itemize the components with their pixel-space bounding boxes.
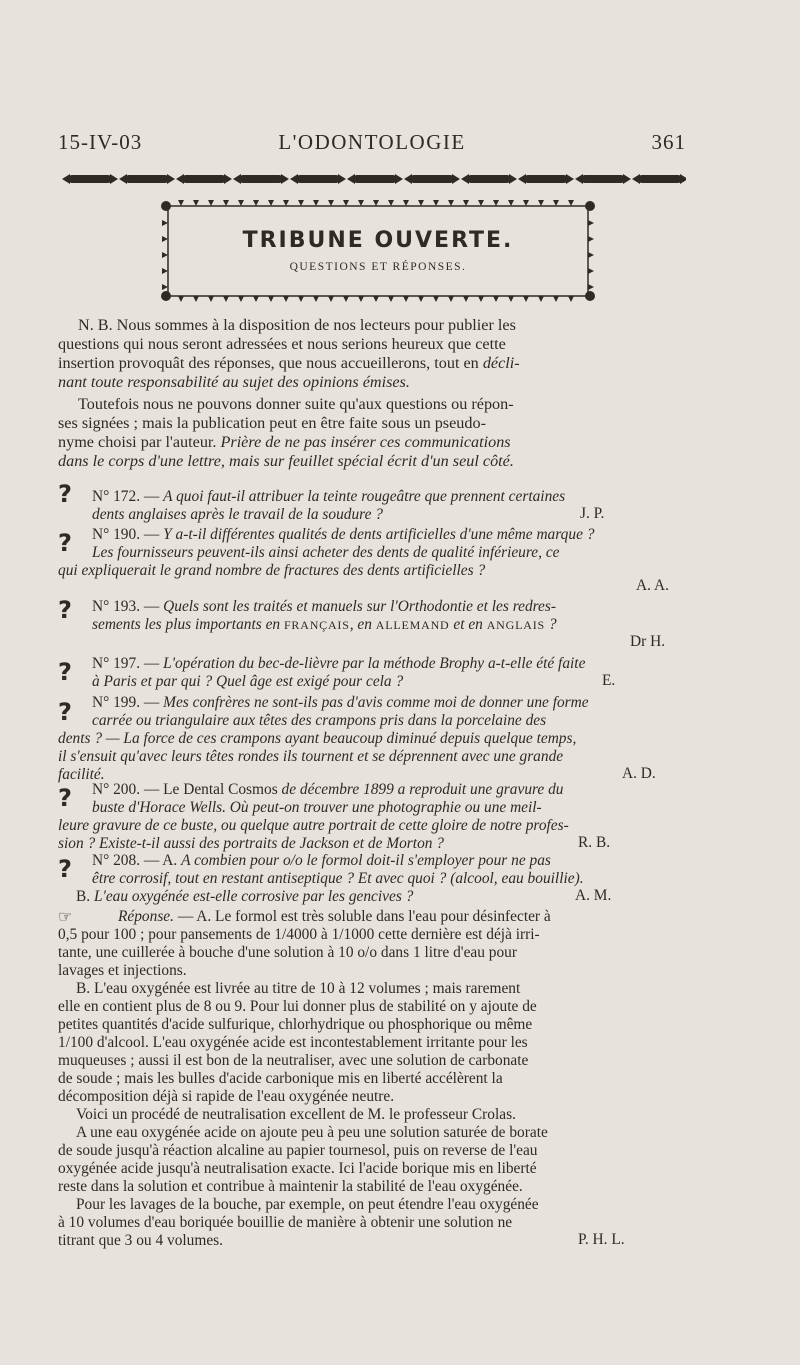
- question-text: à Paris et par qui ? Quel âge est exigé pour cela ?: [92, 673, 404, 690]
- nb-italic: décli-: [482, 354, 520, 372]
- frame-tooth: [523, 296, 529, 302]
- question-number: N° 193. —: [92, 598, 164, 615]
- question-193: [92, 597, 686, 616]
- frame-tooth: [588, 284, 594, 290]
- frame-tooth: [328, 200, 334, 206]
- question-number: N° 200. —: [92, 781, 164, 798]
- ornament-unit: [347, 174, 403, 184]
- frame-tooth: [298, 200, 304, 206]
- ornament-unit: [233, 174, 289, 184]
- frame-tooth: [448, 296, 454, 302]
- ornament-unit: [632, 174, 686, 184]
- answer-line: A une eau oxygénée acide on ajoute peu à peu une solution saturée de borate: [76, 1124, 548, 1141]
- ornament-unit: [518, 174, 574, 184]
- frame-tooth: [283, 296, 289, 302]
- ornament-unit: [176, 174, 232, 184]
- nb-line: dans le corps d'une lettre, mais sur feuillet spécial écrit d'un seul côté.: [58, 452, 514, 470]
- question-mark-icon: ?: [58, 596, 72, 624]
- frame-tooth: [343, 200, 349, 206]
- frame-tooth: [313, 200, 319, 206]
- frame-tooth: [523, 200, 529, 206]
- ornament-unit: [461, 174, 517, 184]
- section-title: TRIBUNE OUVERTE.: [242, 228, 514, 253]
- question-199: [92, 693, 686, 712]
- question-text: [92, 615, 686, 635]
- answer-line: Voici un procédé de neutralisation excellent de M. le professeur Crolas.: [76, 1106, 516, 1123]
- nb-line: Toutefois nous ne pouvons donner suite qu'aux questions ou répon-: [78, 395, 514, 413]
- question-signature: A. M.: [575, 887, 612, 904]
- question-signature: Dr H.: [630, 633, 666, 650]
- issue-date: 15-IV-03: [58, 130, 143, 154]
- frame-tooth: [298, 296, 304, 302]
- frame-tooth: [388, 200, 394, 206]
- journal-title: L'ODONTOLOGIE: [278, 130, 466, 154]
- nb-line: ses signées ; mais la publication peut en être faite sous un pseudo-: [58, 414, 486, 432]
- frame-tooth: [568, 200, 574, 206]
- frame-tooth: [403, 296, 409, 302]
- question-text: il s'ensuit qu'avec leurs têtes rondes ils tournent et se déprennent avec une grande: [58, 748, 564, 765]
- question-text: Y a-t-il différentes qualités de dents artificielles d'une même marque ?: [163, 526, 595, 543]
- answer-line: tante, une cuillerée à bouche d'une solution à 10 o/o dans 1 litre d'eau pour: [58, 944, 517, 961]
- question-number: N° 199. —: [92, 694, 164, 711]
- frame-tooth: [538, 296, 544, 302]
- frame-tooth: [358, 200, 364, 206]
- question-signature: J. P.: [580, 505, 605, 522]
- frame-tooth: [193, 296, 199, 302]
- q-part: L'eau oxygénée est-elle corrosive par les gencives ?: [93, 888, 414, 905]
- answer-line: 0,5 pour 100 ; pour pansements de 1/4000 à 1/1000 cette dernière est déjà irri-: [58, 926, 540, 943]
- answer-line: titrant que 3 ou 4 volumes.: [58, 1232, 223, 1249]
- question-mark-icon: ?: [58, 784, 72, 812]
- running-header: [58, 130, 686, 160]
- answer-text: — A. Le formol est très soluble dans l'eau pour désinfecter à: [174, 908, 551, 925]
- q-smallcaps: ALLEMAND: [375, 618, 450, 632]
- frame-tooth: [418, 296, 424, 302]
- frame-tooth: [283, 200, 289, 206]
- question-197: [92, 654, 686, 673]
- question-190: [92, 525, 686, 544]
- frame-tooth: [223, 296, 229, 302]
- frame-tooth: [162, 220, 168, 226]
- ornament-unit: [119, 174, 175, 184]
- frame-tooth: [343, 296, 349, 302]
- frame-tooth: [313, 296, 319, 302]
- question-text: facilité.: [58, 766, 105, 783]
- ornament-unit: [290, 174, 346, 184]
- section-subtitle: QUESTIONS ET RÉPONSES.: [289, 261, 467, 273]
- question-signature: E.: [602, 672, 616, 689]
- question-signature: A. D.: [622, 765, 656, 782]
- question-172: [92, 487, 686, 506]
- question-text: Le Dental Cosmos: [163, 781, 278, 798]
- question-text: carrée ou triangulaire aux têtes des crampons pris dans la porcelaine des: [92, 712, 547, 729]
- answer-line: de soude jusqu'à réaction alcaline au papier tournesol, puis on reverse de l'eau: [58, 1142, 538, 1159]
- question-text: qui expliquerait le grand nombre de fractures des dents artificielles ?: [58, 562, 486, 579]
- q-part: B.: [76, 888, 94, 905]
- question-number: N° 190. —: [92, 526, 164, 543]
- answer-signature: P. H. L.: [578, 1231, 625, 1248]
- answer-line: B. L'eau oxygénée est livrée au titre de 10 à 12 volumes ; mais rarement: [76, 980, 521, 997]
- question-signature: R. B.: [578, 834, 611, 851]
- frame-tooth: [433, 296, 439, 302]
- pointing-hand-icon: ☞: [58, 909, 73, 926]
- question-text: buste d'Horace Wells. Où peut-on trouver une photographie ou une meil-: [92, 799, 542, 816]
- answer-line: lavages et injections.: [58, 962, 187, 979]
- frame-tooth: [268, 296, 274, 302]
- question-number: N° 172. —: [92, 488, 164, 505]
- ornament-unit: [62, 174, 118, 184]
- answer-line: muqueuses ; aussi il est bon de la neutraliser, avec une solution de carbonate: [58, 1052, 529, 1069]
- frame-tooth: [193, 200, 199, 206]
- frame-tooth: [568, 296, 574, 302]
- question-number: N° 208. —: [92, 852, 163, 869]
- frame-tooth: [508, 296, 514, 302]
- frame-tooth: [178, 200, 184, 206]
- frame-tooth: [373, 296, 379, 302]
- question-text: Mes confrères ne sont-ils pas d'avis comme moi de donner une forme: [163, 694, 589, 711]
- frame-tooth: [208, 296, 214, 302]
- answer-line: décomposition déjà si rapide de l'eau oxygénée neutre.: [58, 1088, 395, 1105]
- question-text: être corrosif, tout en restant antiseptique ? Et avec quoi ? (alcool, eau bouillie).: [92, 870, 584, 887]
- frame-tooth: [373, 200, 379, 206]
- question-text: dents ? — La force de ces crampons ayant beaucoup diminué depuis quelque temps,: [58, 730, 577, 747]
- frame-tooth: [403, 200, 409, 206]
- question-200: [92, 780, 686, 799]
- nb-italic: Prière de ne pas insérer ces communications: [220, 433, 511, 451]
- question-text: Les fournisseurs peuvent-ils ainsi acheter des dents de qualité inférieure, ce: [92, 544, 560, 561]
- q-part: sements les plus importants en: [92, 616, 284, 633]
- question-text: dents anglaises après le travail de la soudure ?: [92, 506, 383, 523]
- answer-label: Réponse.: [118, 908, 174, 925]
- nb-text: nyme choisi par l'auteur.: [58, 433, 221, 451]
- frame-tooth: [493, 296, 499, 302]
- nb-line: N. B. Nous sommes à la disposition de nos lecteurs pour publier les: [78, 316, 516, 334]
- nb-line: [58, 354, 686, 373]
- question-mark-icon: ?: [58, 658, 72, 686]
- frame-tooth: [538, 200, 544, 206]
- frame-tooth: [493, 200, 499, 206]
- ornamental-rule: [58, 170, 686, 188]
- question-text: sion ? Existe-t-il aussi des portraits de Jackson et de Morton ?: [58, 835, 444, 852]
- q-smallcaps: FRANÇAIS: [283, 618, 350, 632]
- q-part: , en: [349, 616, 376, 633]
- question-text: A combien pour o/o le formol doit-il s'employer pour ne pas: [181, 852, 551, 869]
- question-text: leure gravure de ce buste, ou quelque autre portrait de cette gloire de notre profes-: [58, 817, 569, 834]
- question-text: A quoi faut-il attribuer la teinte rougeâtre que prennent certaines: [163, 488, 566, 505]
- frame-tooth: [358, 296, 364, 302]
- frame-tooth: [223, 200, 229, 206]
- nb-line: nant toute responsabilité au sujet des opinions émises.: [58, 373, 410, 391]
- frame-tooth: [463, 200, 469, 206]
- q-part: ?: [544, 616, 557, 633]
- frame-tooth: [418, 200, 424, 206]
- answer-line: petites quantités d'acide sulfurique, chlorhydrique ou phosphorique ou même: [58, 1016, 533, 1033]
- question-text: L'opération du bec-de-lièvre par la méthode Brophy a-t-elle été faite: [163, 655, 586, 672]
- q-part: et en: [449, 616, 487, 633]
- ornament-unit: [404, 174, 460, 184]
- q-smallcaps: ANGLAIS: [486, 618, 545, 632]
- answer-line: à 10 volumes d'eau boriquée bouillie de manière à obtenir une solution ne: [58, 1214, 513, 1231]
- frame-tooth: [162, 284, 168, 290]
- answer-line: reste dans la solution et contribue à maintenir la stabilité de l'eau oxygénée.: [58, 1178, 523, 1195]
- answer-line: [118, 907, 686, 926]
- frame-tooth: [433, 200, 439, 206]
- question-mark-icon: ?: [58, 698, 72, 726]
- frame-tooth: [463, 296, 469, 302]
- frame-tooth: [208, 200, 214, 206]
- frame-tooth: [553, 296, 559, 302]
- frame-tooth: [478, 296, 484, 302]
- frame-tooth: [588, 220, 594, 226]
- frame-tooth: [328, 296, 334, 302]
- answer-line: Pour les lavages de la bouche, par exemple, on peut étendre l'eau oxygénée: [76, 1196, 539, 1213]
- nb-line: questions qui nous seront adressées et nous serions heureux que cette: [58, 335, 506, 353]
- answer-line: de soude ; mais les bulles d'acide carbonique mis en liberté accélèrent la: [58, 1070, 503, 1087]
- frame-tooth: [238, 200, 244, 206]
- frame-tooth: [178, 296, 184, 302]
- answer-line: elle en contient plus de 8 ou 9. Pour lui donner plus de stabilité on y ajoute de: [58, 998, 537, 1015]
- frame-tooth: [508, 200, 514, 206]
- frame-tooth: [253, 296, 259, 302]
- frame-tooth: [478, 200, 484, 206]
- question-208: [92, 851, 686, 870]
- question-number: N° 197. —: [92, 655, 164, 672]
- frame-tooth: [253, 200, 259, 206]
- question-mark-icon: ?: [58, 480, 72, 508]
- frame-tooth: [448, 200, 454, 206]
- nb-text: insertion provoquât des réponses, que nous accueillerons, tout en: [58, 354, 483, 372]
- question-signature: A. A.: [636, 577, 669, 594]
- question-mark-icon: ?: [58, 855, 72, 883]
- frame-tooth: [268, 200, 274, 206]
- question-text: Quels sont les traités et manuels sur l'Orthodontie et les redres-: [163, 598, 557, 615]
- frame-tooth: [553, 200, 559, 206]
- page-number: 361: [651, 130, 686, 154]
- answer-line: oxygénée acide jusqu'à neutralisation exacte. Ici l'acide borique mis en liberté: [58, 1160, 537, 1177]
- frame-tooth: [238, 296, 244, 302]
- ornament-unit: [575, 174, 631, 184]
- question-text: de décembre 1899 a reproduit une gravure du: [277, 781, 564, 798]
- answer-line: 1/100 d'alcool. L'eau oxygénée acide est incontestablement irritante pour les: [58, 1034, 528, 1051]
- frame-tooth: [388, 296, 394, 302]
- nb-line: [58, 433, 686, 452]
- question-text: A.: [162, 852, 182, 869]
- question-mark-icon: ?: [58, 529, 72, 557]
